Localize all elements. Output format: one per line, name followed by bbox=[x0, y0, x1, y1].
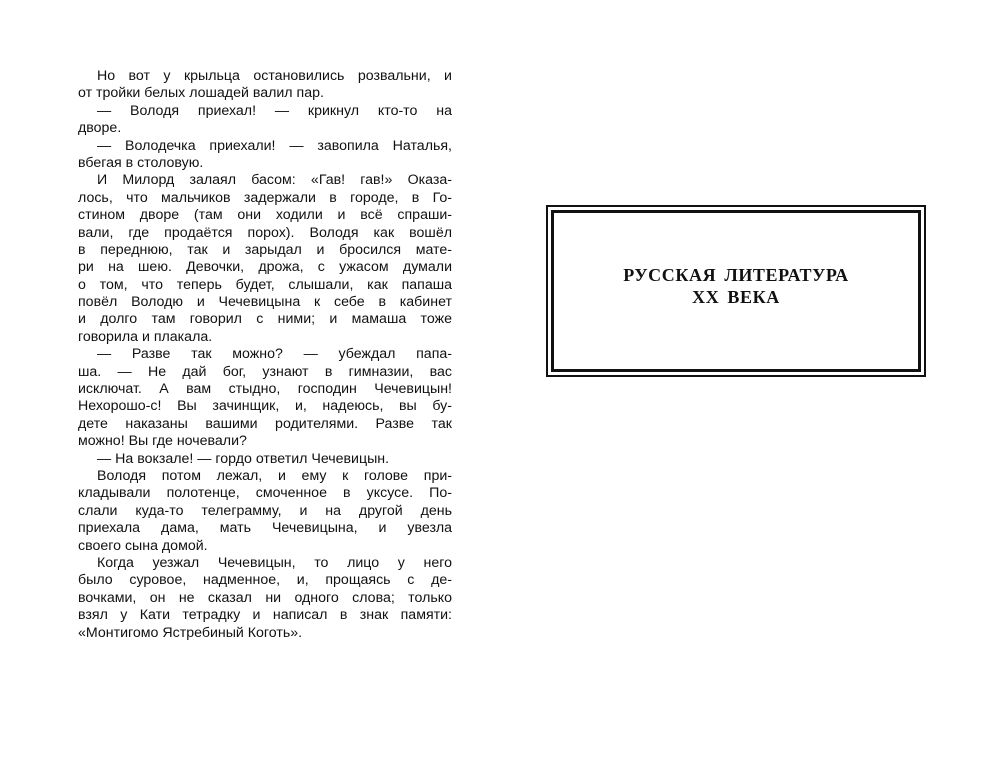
text-line: повёл Володю и Чечевицына к себе в кабинет bbox=[78, 294, 452, 311]
text-line: — Володечка приехали! — завопила Наталья, bbox=[97, 137, 452, 154]
text-line: вбегая в столовую. bbox=[78, 154, 204, 171]
text-line: стином дворе (там они ходили и всё спраши- bbox=[78, 207, 452, 224]
text-line: «Монтигомо Ястребиный Коготь». bbox=[78, 624, 303, 641]
text-line: и долго там говорил с ними; и мамаша тоже bbox=[78, 311, 452, 328]
text-line: кладывали полотенце, смоченное в уксусе. По- bbox=[78, 485, 452, 502]
text-line: слали куда-то телеграмму, и на другой день bbox=[78, 502, 452, 519]
text-line: Володя потом лежал, и ему к голове при- bbox=[97, 467, 452, 484]
text-line: Но вот у крыльца остановились розвальни, и bbox=[97, 68, 452, 84]
text-line: исключат. А вам стыдно, господин Чечевицын! bbox=[78, 381, 452, 398]
text-line: — Володя приехал! — крикнул кто-то на bbox=[97, 102, 452, 119]
text-line: дете наказаны вашими родителями. Разве так bbox=[78, 415, 452, 432]
story-text-page bbox=[78, 68, 452, 642]
text-line: Нехорошо-с! Вы зачинщик, и, надеюсь, вы бу- bbox=[78, 398, 452, 415]
text-line: И Милорд залаял басом: «Гав! гав!» Оказа- bbox=[97, 172, 452, 189]
text-line: было суровое, надменное, и, прощаясь с де- bbox=[78, 572, 452, 589]
text-line: вали, где продаётся порох). Володя как вошёл bbox=[78, 224, 452, 241]
section-title-line-1: РУССКАЯ ЛИТЕРАТУРА bbox=[623, 265, 849, 285]
text-line: своего сына домой. bbox=[78, 537, 208, 554]
section-title-inner-frame bbox=[551, 210, 921, 372]
text-line: ри на шею. Девочки, дрожа, с ужасом думали bbox=[78, 259, 452, 276]
section-title-frame bbox=[546, 205, 926, 377]
text-line: от тройки белых лошадей валил пар. bbox=[78, 85, 324, 102]
text-line: Когда уезжал Чечевицын, то лицо у него bbox=[97, 554, 452, 571]
text-line: вочками, он не сказал ни одного слова; только bbox=[78, 589, 452, 606]
text-line: взял у Кати тетрадку и написал в знак памяти: bbox=[78, 607, 452, 624]
text-line: — Разве так можно? — убеждал папа- bbox=[97, 346, 452, 363]
text-line: ша. — Не дай бог, узнают в гимназии, вас bbox=[78, 363, 452, 380]
text-line: лось, что мальчиков задержали в городе, в Го- bbox=[78, 189, 452, 206]
text-line: говорила и плакала. bbox=[78, 328, 213, 345]
text-line: приехала дама, мать Чечевицына, и увезла bbox=[78, 520, 452, 537]
text-line: о том, что теперь будет, слышали, как папаша bbox=[78, 276, 452, 293]
text-line: дворе. bbox=[78, 120, 122, 137]
text-line: — На вокзале! — гордо ответил Чечевицын. bbox=[97, 450, 390, 467]
text-line: можно! Вы где ночевали? bbox=[78, 433, 247, 450]
text-line: в переднюю, так и зарыдал и бросился мате- bbox=[78, 241, 452, 258]
section-title-line-2: XX ВЕКА bbox=[692, 287, 780, 307]
